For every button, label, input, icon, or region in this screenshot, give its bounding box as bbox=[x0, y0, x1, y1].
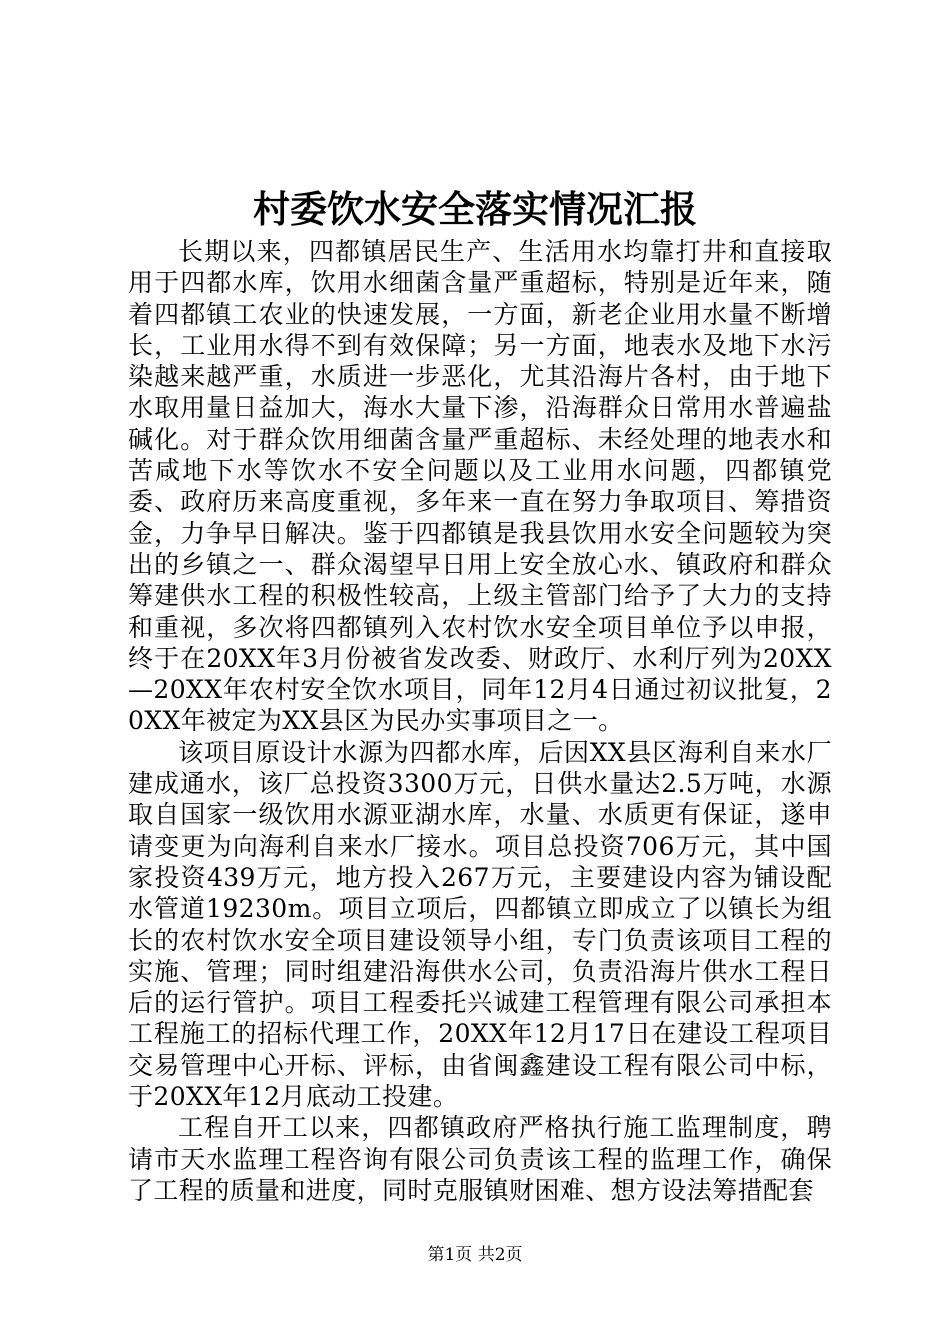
paragraph-1: 长期以来，四都镇居民生产、生活用水均靠打井和直接取用于四都水库，饮用水细菌含量严重超标，特别是近年来，随着四都镇工农业的快速发展，一方面，新老企业用水量不断增长，工业用水得不到有效保障；另一方面，地表水及地下水污染越来越严重，水质进一步恶化，尤其沿海片各村，由于地下水取用量日益加大，海水大量下渗，沿海群众日常用水普遍盐碱化。对于群众饮用细菌含量严重超标、未经处理的地表水和苦咸地下水等饮水不安全问题以及工业用水问题，四都镇党委、政府历来高度重视，多年来一直在努力争取项目、筹措资金，力争早日解决。鉴于四都镇是我县饮用水安全问题较为突出的乡镇之一、群众渴望早日用上安全放心水、镇政府和群众筹建供水工程的积极性较高，上级主管部门给予了大力的支持和重视，多次将四都镇列入农村饮水安全项目单位予以申报，终于在20XX年3月份被省发改委、财政厅、水利厅列为20XX—20XX年农村安全饮水项目，同年12月4日通过初议批复，20XX年被定为XX县区为民办实事项目之一。 bbox=[128, 237, 832, 736]
paragraph-2: 该项目原设计水源为四都水库，后因XX县区海利自来水厂建成通水，该厂总投资3300万元，日供水量达2.5万吨，水源取自国家一级饮用水源亚湖水库，水量、水质更有保证，遂申请变更为向海利自来水厂接水。项目总投资706万元，其中国家投资439万元，地方投入267万元，主要建设内容为铺设配水管道19230m。项目立项后，四都镇立即成立了以镇长为组长的农村饮水安全项目建设领导小组，专门负责该项目工程的实施、管理；同时组建沿海供水公司，负责沿海片供水工程日后的运行管护。项目工程委托兴诚建工程管理有限公司承担本工程施工的招标代理工作，20XX年12月17日在建设工程项目交易管理中心开标、评标，由省闽鑫建设工程有限公司中标，于20XX年12月底动工投建。 bbox=[128, 737, 832, 1112]
document-title: 村委饮水安全落实情况汇报 bbox=[253, 187, 697, 231]
page-footer: 第1页 共2页 bbox=[427, 1245, 523, 1265]
document-body bbox=[128, 236, 832, 1206]
paragraph-3: 工程自开工以来，四都镇政府严格执行施工监理制度，聘请市天水监理工程咨询有限公司负责该工程的监理工作，确保了工程的质量和进度，同时克服镇财困难、想方设法筹措配套 bbox=[128, 1113, 832, 1205]
